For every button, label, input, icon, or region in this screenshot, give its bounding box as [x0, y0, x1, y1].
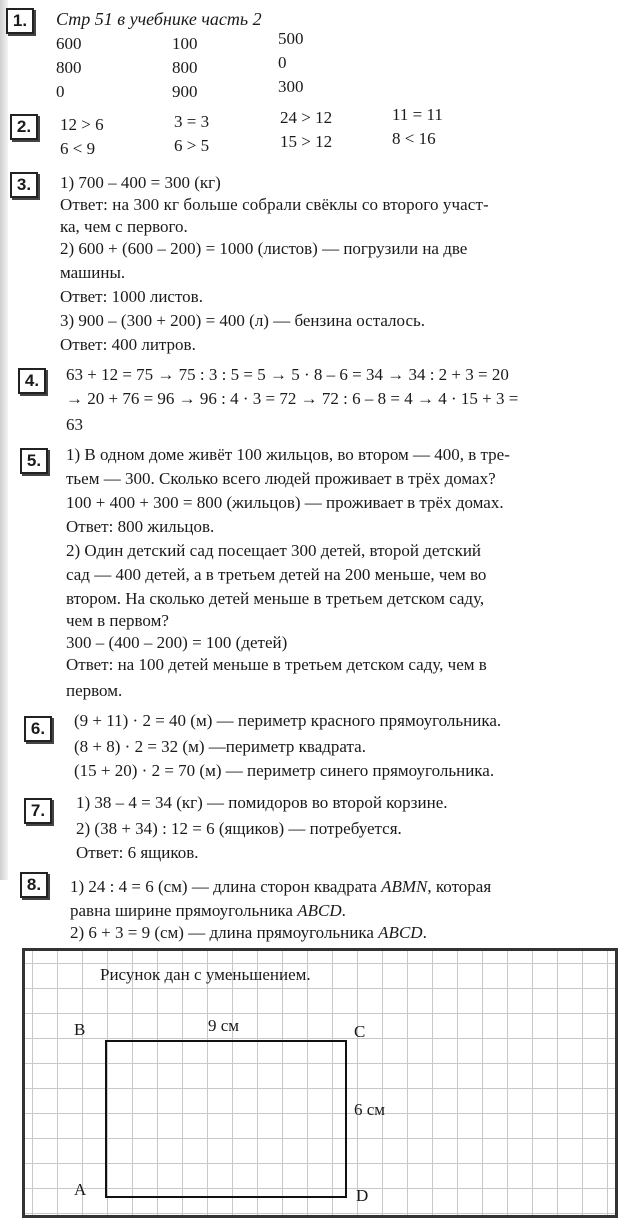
task-2-compare: 24 > 12: [280, 108, 333, 127]
task-2-compare: 12 > 6: [60, 115, 104, 134]
task-6-line: (8 + 8) · 2 = 32 (м) —периметр квадрата.: [74, 737, 366, 756]
task-3-line: 3) 900 – (300 + 200) = 400 (л) — бензина осталось.: [60, 311, 425, 330]
task-3-line: Ответ: на 300 кг больше собрали свёклы со второго участ-: [60, 195, 489, 214]
task-8-text: равна ширине прямоугольника: [70, 901, 298, 920]
task-3-line: 1) 700 – 400 = 300 (кг): [60, 173, 221, 192]
task-8-text: .: [341, 901, 346, 920]
task-3-line: 2) 600 + (600 – 200) = 1000 (листов) — погрузили на две: [60, 239, 468, 258]
task-8-line-3: [70, 922, 427, 944]
task-8-text: , которая: [427, 877, 492, 896]
task-2-compare: 15 > 12: [280, 132, 333, 151]
task-5-line: сад — 400 детей, а в третьем детей на 200 меньше, чем во: [66, 565, 487, 584]
vertex-label-a: A: [74, 1180, 87, 1199]
task-8-figure-name: ABCD: [378, 923, 423, 942]
vertex-label-c: C: [354, 1022, 366, 1041]
task-1-cell: 600: [56, 34, 82, 53]
task-8-figure-name: ABMN: [381, 877, 428, 896]
task-2-compare: 11 = 11: [392, 105, 443, 124]
task-5-line: чем в первом?: [66, 611, 169, 630]
task-1-number: 1.: [6, 8, 34, 34]
task-5-line: 1) В одном доме живёт 100 жильцов, во втором — 400, в тре-: [66, 445, 510, 464]
page-edge-shadow: [0, 0, 8, 880]
rectangle-abcd: [105, 1040, 347, 1198]
task-4-line: → 20 + 76 = 96 → 96 : 4 · 3 = 72 → 72 : 6 – 8 = 4 → 4 · 15 + 3 =: [66, 389, 519, 408]
task-4-line: 63: [66, 415, 83, 434]
task-7-line: 1) 38 – 4 = 34 (кг) — помидоров во второй корзине.: [76, 793, 448, 812]
task-1-cell: 500: [278, 29, 304, 48]
task-5-number: 5.: [20, 448, 48, 474]
task-2-compare: 6 > 5: [174, 136, 210, 155]
task-2-number: 2.: [10, 114, 38, 140]
task-1-cell: 800: [56, 58, 82, 77]
task-3-number: 3.: [10, 172, 38, 198]
task-5-line: 2) Один детский сад посещает 300 детей, второй детский: [66, 541, 482, 560]
figure-caption: Рисунок дан с уменьшением.: [100, 965, 311, 984]
task-1-cell: 900: [172, 82, 198, 101]
task-4-line: 63 + 12 = 75 → 75 : 3 : 5 = 5 → 5 · 8 – 6 = 34 → 34 : 2 + 3 = 20: [66, 365, 509, 384]
length-label-top: 9 см: [208, 1016, 240, 1035]
task-5-line: Ответ: 800 жильцов.: [66, 517, 215, 536]
task-3-line: Ответ: 1000 листов.: [60, 287, 203, 306]
task-2-compare: 3 = 3: [174, 112, 210, 131]
task-8-figure-name: ABCD: [297, 901, 342, 920]
task-6-number: 6.: [24, 716, 52, 742]
task-8-number: 8.: [20, 872, 48, 898]
task-5-line: 300 – (400 – 200) = 100 (детей): [66, 633, 288, 652]
task-1-header: Стр 51 в учебнике часть 2: [56, 9, 262, 29]
task-7-line: Ответ: 6 ящиков.: [76, 843, 199, 862]
task-8-line-1: [70, 876, 491, 898]
task-5-line: тьем — 300. Сколько всего людей проживает в трёх домах?: [66, 469, 496, 488]
task-1-cell: 100: [172, 34, 198, 53]
task-5-line: втором. На сколько детей меньше в третьем детском саду,: [66, 589, 485, 608]
task-7-line: 2) (38 + 34) : 12 = 6 (ящиков) — потребуется.: [76, 819, 402, 838]
task-3-line: машины.: [60, 263, 126, 282]
task-8-text: .: [422, 923, 427, 942]
task-8-text: 2) 6 + 3 = 9 (см) — длина прямоугольника: [70, 923, 379, 942]
task-8-text: 1) 24 : 4 = 6 (см) — длина сторон квадрата: [70, 877, 382, 896]
task-1-cell: 0: [56, 82, 65, 101]
task-1-cell: 300: [278, 77, 304, 96]
task-3-line: ка, чем с первого.: [60, 217, 188, 236]
task-3-line: Ответ: 400 литров.: [60, 335, 196, 354]
vertex-label-d: D: [356, 1186, 369, 1205]
task-5-line: первом.: [66, 681, 123, 700]
length-label-side: 6 см: [354, 1100, 386, 1119]
task-2-compare: 8 < 16: [392, 129, 436, 148]
vertex-label-b: B: [74, 1020, 86, 1039]
task-2-compare: 6 < 9: [60, 139, 96, 158]
task-4-number: 4.: [18, 368, 46, 394]
task-5-line: Ответ: на 100 детей меньше в третьем детском саду, чем в: [66, 655, 487, 674]
task-5-line: 100 + 400 + 300 = 800 (жильцов) — проживает в трёх домах.: [66, 493, 504, 512]
task-8-line-2: [70, 900, 346, 922]
task-1-cell: 0: [278, 53, 287, 72]
task-6-line: (9 + 11) · 2 = 40 (м) — периметр красного прямоугольника.: [74, 711, 502, 730]
task-1-cell: 800: [172, 58, 198, 77]
task-6-line: (15 + 20) · 2 = 70 (м) — периметр синего прямоугольника.: [74, 761, 495, 780]
task-7-number: 7.: [24, 798, 52, 824]
